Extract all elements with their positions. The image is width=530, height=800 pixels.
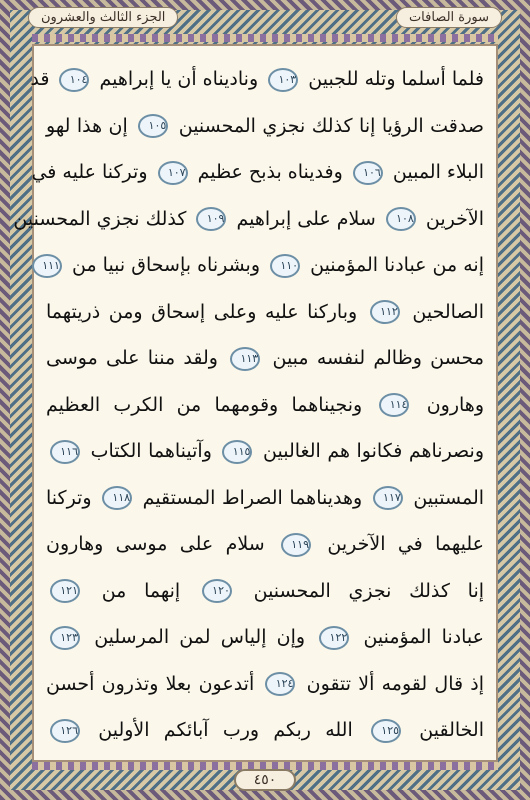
surah-label: سورة الصافات <box>396 7 502 28</box>
text-line <box>31 149 484 195</box>
ayah-number-marker: ١١٢ <box>370 300 400 324</box>
verse-text: وتركنا عليه في <box>31 161 148 183</box>
top-ornament <box>32 34 498 42</box>
text-line <box>46 475 484 521</box>
ayah-number-marker: ١٢٠ <box>202 579 232 603</box>
text-line <box>46 521 484 567</box>
verse-text: وباركنا عليه وعلى إسحاق ومن ذريتهما <box>46 300 358 323</box>
ayah-number-marker: ١١٤ <box>379 393 409 417</box>
verse-text: سلام على إبراهيم <box>236 207 376 230</box>
verse-text: إنه من عبادنا المؤمنين <box>310 254 484 276</box>
ayah-number-marker: ١٠٥ <box>138 114 168 138</box>
ayah-number-marker: ١٠٣ <box>268 68 298 92</box>
verse-text: وفديناه بذبح عظيم <box>197 161 343 183</box>
verse-text: الله ربكم ورب آبائكم الأولين <box>98 719 353 741</box>
verse-text: عليهما في الآخرين <box>327 533 485 555</box>
verse-text: وناديناه أن يا إبراهيم <box>99 68 259 90</box>
ayah-number-marker: ١٢٥ <box>371 719 401 743</box>
verse-text: أتدعون بعلا وتذرون أحسن <box>46 672 255 695</box>
ayah-number-marker: ١١٠ <box>270 254 300 278</box>
ayah-number-marker: ١١٧ <box>373 486 403 510</box>
verse-text: وتركنا <box>46 486 92 509</box>
text-line <box>46 707 484 753</box>
ayah-number-marker: ١٢٢ <box>319 626 349 650</box>
verse-text: الصالحين <box>412 300 484 323</box>
verse-text: وبشرناه بإسحاق نبيا من <box>71 254 261 276</box>
text-line <box>30 56 484 102</box>
text-line <box>46 428 484 474</box>
ayah-number-marker: ١١٦ <box>50 440 80 464</box>
text-line <box>13 196 484 242</box>
verse-text: البلاء المبين <box>392 161 484 183</box>
text-line <box>46 661 484 707</box>
verse-text: كذلك نجزي المحسنين <box>13 207 187 230</box>
ayah-number-marker: ١٢٤ <box>265 672 295 696</box>
text-line <box>46 289 484 335</box>
verse-text: المستبين <box>413 486 485 509</box>
ayah-number-marker: ١٢٣ <box>50 626 80 650</box>
verse-text: فلما أسلما وتله للجبين <box>308 68 484 90</box>
text-line <box>46 614 484 660</box>
text-line <box>46 103 484 149</box>
ayah-number-marker: ١٢١ <box>50 579 80 603</box>
page-number: ٤٥٠ <box>234 769 297 791</box>
ayah-number-marker: ١١٥ <box>222 440 252 464</box>
ayah-number-marker: ١١٨ <box>102 486 132 510</box>
page-header <box>12 0 518 34</box>
verse-text: محسن وظالم لنفسه مبين <box>272 347 484 369</box>
ayah-number-marker: ١٢٦ <box>50 719 80 743</box>
text-line <box>42 242 484 288</box>
ayah-number-marker: ١١٩ <box>281 533 311 557</box>
verse-text: قد <box>30 68 50 90</box>
verse-text: ونصرناهم فكانوا هم الغالبين <box>263 440 484 462</box>
verse-text: عبادنا المؤمنين <box>363 626 484 648</box>
verse-text: ونجيناهما وقومهما من الكرب العظيم <box>46 393 363 416</box>
text-page <box>13 44 498 762</box>
verse-text: وإن إلياس لمن المرسلين <box>94 626 306 648</box>
verse-text: صدقت الرؤيا إنا كذلك نجزي المحسنين <box>178 114 484 137</box>
text-line <box>46 382 484 428</box>
verse-text: إنهما من <box>101 579 181 602</box>
verse-text: إذ قال لقومه ألا تتقون <box>306 672 485 695</box>
verse-text: الخالقين <box>419 719 484 741</box>
quran-lines <box>13 56 485 750</box>
ayah-number-marker: ١٠٧ <box>158 161 188 185</box>
verse-text: وآتيناهما الكتاب <box>90 440 212 462</box>
text-line <box>46 335 484 381</box>
verse-text: وهارون <box>426 393 484 416</box>
ayah-number-marker: ١١٣ <box>230 347 260 371</box>
ayah-number-marker: ١٠٩ <box>196 207 226 231</box>
page-footer <box>0 766 530 794</box>
ayah-number-marker: ١١١ <box>32 254 62 278</box>
verse-text: الآخرين <box>425 207 484 230</box>
verse-text: إن هذا لهو <box>46 114 128 137</box>
verse-text: سلام على موسى وهارون <box>46 533 265 555</box>
ayah-number-marker: ١٠٨ <box>386 207 416 231</box>
ayah-number-marker: ١٠٦ <box>353 161 383 185</box>
text-line <box>46 568 484 614</box>
juz-label: الجزء الثالث والعشرون <box>28 7 178 28</box>
verse-text: إنا كذلك نجزي المحسنين <box>253 579 485 602</box>
verse-text: ولقد مننا على موسى <box>46 347 218 369</box>
verse-text: وهديناهما الصراط المستقيم <box>142 486 363 509</box>
ayah-number-marker: ١٠٤ <box>59 68 89 92</box>
